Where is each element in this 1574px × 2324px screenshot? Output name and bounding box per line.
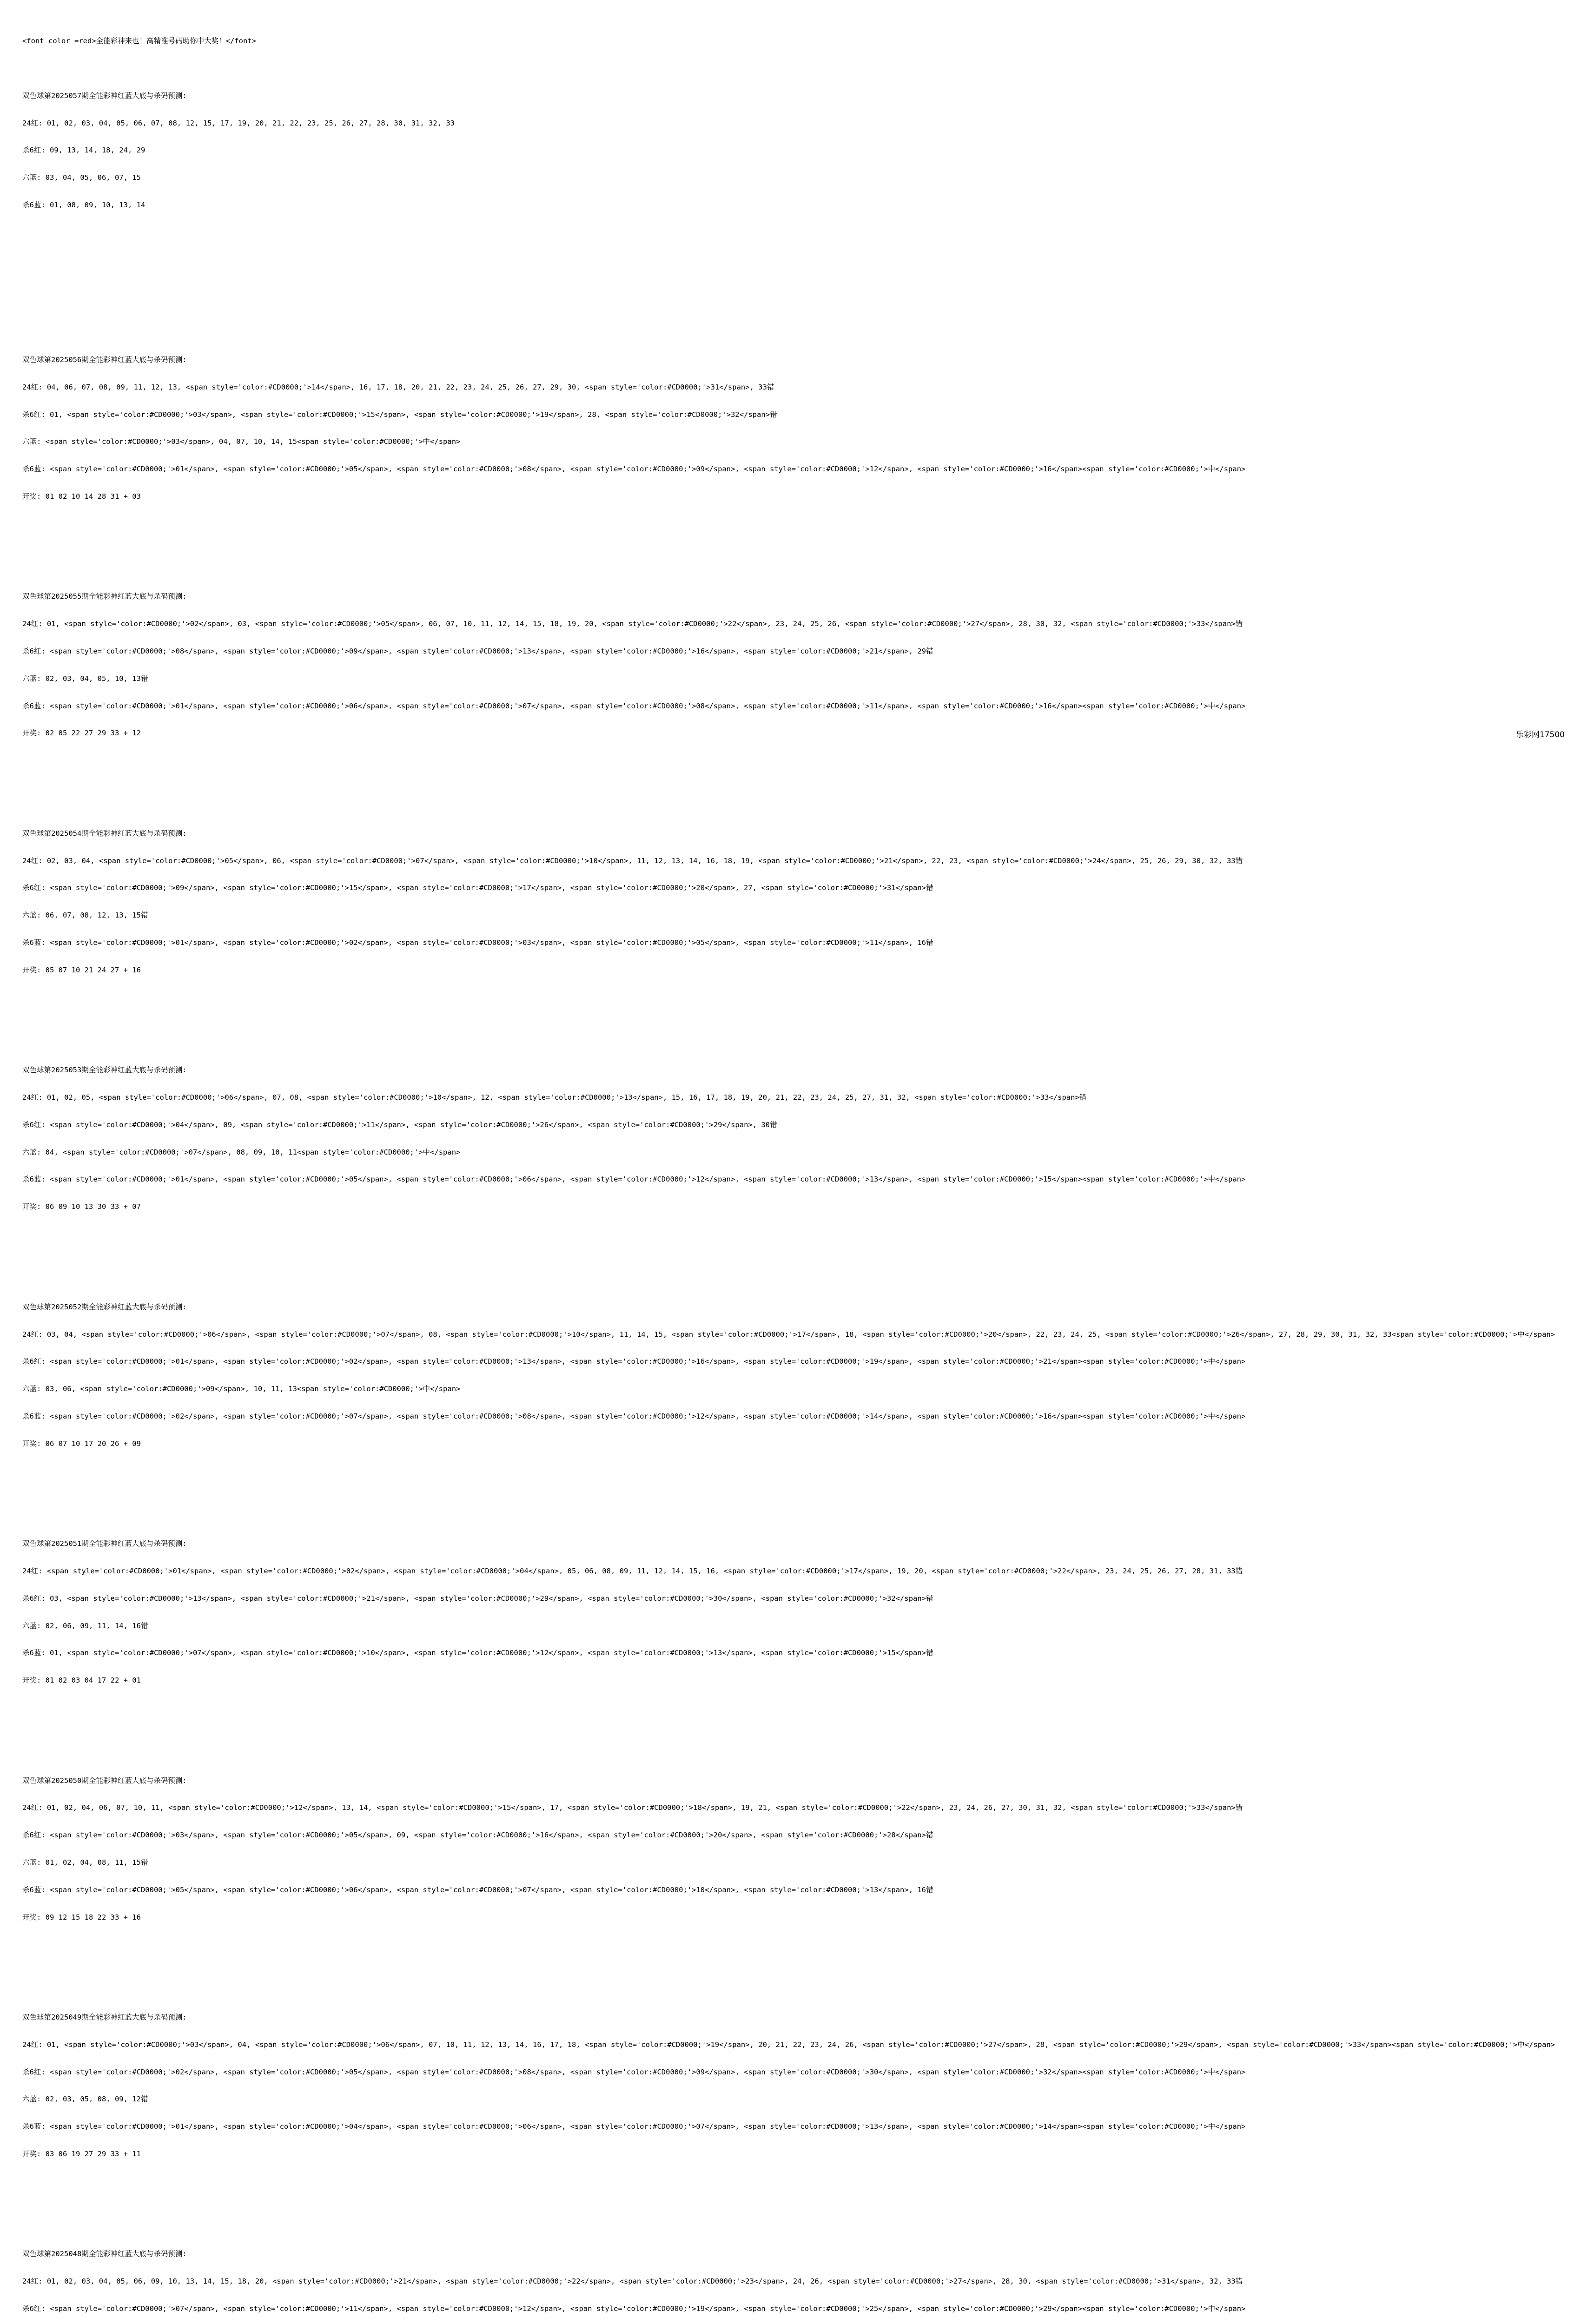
red24-line: 24红: 01, 02, 03, 04, 05, 06, 07, 08, 12, 15, 17, 19, 20, 21, 22, 23, 25, 26, 27, 28, 30, 31, 32, 33 — [22, 119, 455, 127]
kill-blue-line: 杀6蓝: <span style='color:#CD0000;'>02</span>, <span style='color:#CD0000;'>07</span>, <span style='color:#CD0000;'>08</span>, <span style='color:#CD0000;'>12</span>, <span style='color:#CD0000;'>14</span>, <span style='color:#CD0000;'>16</span><span style='color:#CD0000;'>中</span> — [22, 1412, 1246, 1420]
site-watermark: 乐彩网17500 — [1515, 730, 1565, 739]
blue6-line: 六蓝: 06, 07, 08, 12, 13, 15错 — [22, 911, 148, 920]
blank-line — [22, 228, 1566, 238]
blue6-line: 六蓝: 03, 04, 05, 06, 07, 15 — [22, 173, 141, 182]
kill-red-line: 杀6红: 09, 13, 14, 18, 24, 29 — [22, 146, 145, 155]
draw-result-line: 开奖: 06 09 10 13 30 33 + 07 — [22, 1202, 141, 1211]
kill-blue-line: 杀6蓝: <span style='color:#CD0000;'>05</span>, <span style='color:#CD0000;'>06</span>, <span style='color:#CD0000;'>07</span>, <span style='color:#CD0000;'>10</span>, <span style='color:#CD0000;'>13</span>, 16错 — [22, 1885, 933, 1894]
draw-result-line: 开奖: 03 06 19 27 29 33 + 11 — [22, 2149, 141, 2158]
draw-result-line: 开奖: 01 02 03 04 17 22 + 01 — [22, 1676, 141, 1685]
prediction-block-2025048 — [22, 2232, 1566, 2324]
kill-blue-line: 杀6蓝: <span style='color:#CD0000;'>01</span>, <span style='color:#CD0000;'>06</span>, <span style='color:#CD0000;'>07</span>, <span style='color:#CD0000;'>08</span>, <span style='color:#CD0000;'>11</span>, <span style='color:#CD0000;'>16</span><span style='color:#CD0000;'>中</span> — [22, 701, 1246, 710]
red24-line: 24红: 03, 04, <span style='color:#CD0000;'>06</span>, <span style='color:#CD0000;'>07</span>, 08, <span style='color:#CD0000;'>10</span>, 11, 14, 15, <span style='color:#CD0000;'>17</span>, 18, <span style='color:#CD0000;'>20</span>, 22, 23, 24, 25, <span style='color:#CD0000;'>26</span>, 27, 28, 29, 30, 31, 32, 33<span style='color:#CD0000;'>中</span> — [22, 1330, 1555, 1339]
block-title: 双色球第2025057期全能彩神红蓝大底与杀码预测: — [22, 91, 187, 100]
blue6-line: 六蓝: 02, 03, 04, 05, 10, 13错 — [22, 674, 148, 683]
draw-result-line: 开奖: 01 02 10 14 28 31 + 03 — [22, 492, 141, 501]
kill-blue-line: 杀6蓝: 01, <span style='color:#CD0000;'>07</span>, <span style='color:#CD0000;'>10</span>, <span style='color:#CD0000;'>12</span>, <span style='color:#CD0000;'>13</span>, <span style='color:#CD0000;'>15</span>错 — [22, 1649, 933, 1657]
prediction-block-2025054 — [22, 811, 1566, 1021]
kill-blue-line: 杀6蓝: <span style='color:#CD0000;'>01</span>, <span style='color:#CD0000;'>02</span>, <span style='color:#CD0000;'>03</span>, <span style='color:#CD0000;'>05</span>, <span style='color:#CD0000;'>11</span>, 16错 — [22, 938, 933, 947]
blank-line — [22, 1466, 1566, 1476]
blue6-line: 六蓝: 02, 06, 09, 11, 14, 16错 — [22, 1621, 148, 1630]
kill-blue-line: 杀6蓝: <span style='color:#CD0000;'>01</span>, <span style='color:#CD0000;'>05</span>, <span style='color:#CD0000;'>08</span>, <span style='color:#CD0000;'>09</span>, <span style='color:#CD0000;'>12</span>, <span style='color:#CD0000;'>16</span><span style='color:#CD0000;'>中</span> — [22, 465, 1246, 474]
blank-line — [22, 520, 1566, 529]
prediction-block-2025051 — [22, 1521, 1566, 1731]
blue6-line: 六蓝: <span style='color:#CD0000;'>03</span>, 04, 07, 10, 14, 15<span style='color:#CD0000;'>中</span> — [22, 437, 461, 446]
blank-line — [22, 1230, 1566, 1239]
kill-red-line: 杀6红: <span style='color:#CD0000;'>02</span>, <span style='color:#CD0000;'>05</span>, <span style='color:#CD0000;'>08</span>, <span style='color:#CD0000;'>09</span>, <span style='color:#CD0000;'>30</span>, <span style='color:#CD0000;'>32</span><span style='color:#CD0000;'>中</span> — [22, 2067, 1246, 2076]
blank-line — [22, 1940, 1566, 1949]
block-title: 双色球第2025054期全能彩神红蓝大底与杀码预测: — [22, 829, 187, 838]
blue6-line: 六蓝: 03, 06, <span style='color:#CD0000;'>09</span>, 10, 11, 13<span style='color:#CD0000;'>中</span> — [22, 1385, 461, 1393]
prediction-block-2025052 — [22, 1285, 1566, 1494]
prediction-block-2025057 — [22, 73, 1566, 310]
kill-blue-line: 杀6蓝: 01, 08, 09, 10, 13, 14 — [22, 200, 145, 209]
red24-line: 24红: 04, 06, 07, 08, 09, 11, 12, 13, <span style='color:#CD0000;'>14</span>, 16, 17, 18, 20, 21, 22, 23, 24, 25, 26, 27, 29, 30, <span style='color:#CD0000;'>31</span>, 33错 — [22, 383, 774, 391]
draw-result-line: 开奖: 02 05 22 27 29 33 + 12 — [22, 729, 141, 738]
kill-blue-line: 杀6蓝: <span style='color:#CD0000;'>01</span>, <span style='color:#CD0000;'>05</span>, <span style='color:#CD0000;'>06</span>, <span style='color:#CD0000;'>12</span>, <span style='color:#CD0000;'>13</span>, <span style='color:#CD0000;'>15</span><span style='color:#CD0000;'>中</span> — [22, 1175, 1246, 1184]
kill-red-line: 杀6红: 01, <span style='color:#CD0000;'>03</span>, <span style='color:#CD0000;'>15</span>, <span style='color:#CD0000;'>19</span>, 28, <span style='color:#CD0000;'>32</span>错 — [22, 410, 777, 419]
kill-red-line: 杀6红: 03, <span style='color:#CD0000;'>13</span>, <span style='color:#CD0000;'>21</span>, <span style='color:#CD0000;'>29</span>, <span style='color:#CD0000;'>30</span>, <span style='color:#CD0000;'>32</span>错 — [22, 1594, 933, 1603]
kill-red-line: 杀6红: <span style='color:#CD0000;'>08</span>, <span style='color:#CD0000;'>09</span>, <span style='color:#CD0000;'>13</span>, <span style='color:#CD0000;'>16</span>, <span style='color:#CD0000;'>21</span>, 29错 — [22, 647, 933, 655]
prediction-block-2025053 — [22, 1048, 1566, 1257]
block-title: 双色球第2025053期全能彩神红蓝大底与杀码预测: — [22, 1066, 187, 1075]
blank-line — [22, 756, 1566, 766]
draw-result-line: 开奖: 09 12 15 18 22 33 + 16 — [22, 1913, 141, 1921]
blank-line — [22, 1703, 1566, 1713]
red24-line: 24红: 01, 02, 03, 04, 05, 06, 09, 10, 13, 14, 15, 18, 20, <span style='color:#CD0000;'>21</span>, <span style='color:#CD0000;'>22</span>, <span style='color:#CD0000;'>23</span>, 24, 26, <span style='color:#CD0000;'>27</span>, 28, 30, <span style='color:#CD0000;'>31</span>, 32, 33错 — [22, 2277, 1243, 2286]
kill-red-line: 杀6红: <span style='color:#CD0000;'>04</span>, 09, <span style='color:#CD0000;'>11</span>, <span style='color:#CD0000;'>26</span>, <span style='color:#CD0000;'>29</span>, 30错 — [22, 1120, 777, 1129]
kill-red-line: 杀6红: <span style='color:#CD0000;'>03</span>, <span style='color:#CD0000;'>05</span>, 09, <span style='color:#CD0000;'>16</span>, <span style='color:#CD0000;'>20</span>, <span style='color:#CD0000;'>28</span>错 — [22, 1831, 933, 1840]
red24-line: 24红: <span style='color:#CD0000;'>01</span>, <span style='color:#CD0000;'>02</span>, <span style='color:#CD0000;'>04</span>, 05, 06, 08, 09, 11, 12, 14, 15, 16, <span style='color:#CD0000;'>17</span>, 19, 20, <span style='color:#CD0000;'>22</span>, 23, 24, 25, 26, 27, 28, 31, 33错 — [22, 1566, 1243, 1575]
prediction-block-2025050 — [22, 1758, 1566, 1967]
draw-result-line: 开奖: 05 07 10 21 24 27 + 16 — [22, 965, 141, 974]
blue6-line: 六蓝: 04, <span style='color:#CD0000;'>07</span>, 08, 09, 10, 11<span style='color:#CD0000;'>中</span> — [22, 1148, 461, 1156]
draw-result-line: 开奖: 06 07 10 17 20 26 + 09 — [22, 1439, 141, 1448]
kill-red-line: 杀6红: <span style='color:#CD0000;'>07</span>, <span style='color:#CD0000;'>11</span>, <span style='color:#CD0000;'>12</span>, <span style='color:#CD0000;'>19</span>, <span style='color:#CD0000;'>25</span>, <span style='color:#CD0000;'>29</span><span style='color:#CD0000;'>中</span> — [22, 2304, 1246, 2313]
block-title: 双色球第2025051期全能彩神红蓝大底与杀码预测: — [22, 1539, 187, 1548]
block-title: 双色球第2025052期全能彩神红蓝大底与杀码预测: — [22, 1302, 187, 1311]
block-title: 双色球第2025048期全能彩神红蓝大底与杀码预测: — [22, 2250, 187, 2258]
blue6-line: 六蓝: 01, 02, 04, 08, 11, 15错 — [22, 1858, 148, 1867]
red24-line: 24红: 02, 03, 04, <span style='color:#CD0000;'>05</span>, 06, <span style='color:#CD0000;'>07</span>, <span style='color:#CD0000;'>10</span>, 11, 12, 13, 14, 16, 18, 19, <span style='color:#CD0000;'>21</span>, 22, 23, <span style='color:#CD0000;'>24</span>, 25, 26, 29, 30, 32, 33错 — [22, 856, 1243, 865]
red24-line: 24红: 01, <span style='color:#CD0000;'>03</span>, 04, <span style='color:#CD0000;'>06</span>, 07, 10, 11, 12, 13, 14, 16, 17, 18, <span style='color:#CD0000;'>19</span>, 20, 21, 22, 23, 24, 26, <span style='color:#CD0000;'>27</span>, 28, <span style='color:#CD0000;'>29</span>, <span style='color:#CD0000;'>33</span><span style='color:#CD0000;'>中</span> — [22, 2040, 1555, 2049]
kill-red-line: 杀6红: <span style='color:#CD0000;'>09</span>, <span style='color:#CD0000;'>15</span>, <span style='color:#CD0000;'>17</span>, <span style='color:#CD0000;'>20</span>, 27, <span style='color:#CD0000;'>31</span>错 — [22, 884, 933, 892]
block-title: 双色球第2025055期全能彩神红蓝大底与杀码预测: — [22, 592, 187, 601]
header-line: <font color =red>全能彩神来也！高精准号码助你中大奖！</font> — [22, 37, 256, 46]
prediction-block-2025056 — [22, 337, 1566, 547]
raw-text-page — [22, 19, 1566, 2324]
red24-line: 24红: 01, 02, 05, <span style='color:#CD0000;'>06</span>, 07, 08, <span style='color:#CD0000;'>10</span>, 12, <span style='color:#CD0000;'>13</span>, 15, 16, 17, 18, 19, 20, 21, 22, 23, 24, 25, 27, 31, 32, <span style='color:#CD0000;'>33</span>错 — [22, 1093, 1087, 1102]
red24-line: 24红: 01, 02, 04, 06, 07, 10, 11, <span style='color:#CD0000;'>12</span>, 13, 14, <span style='color:#CD0000;'>15</span>, 17, <span style='color:#CD0000;'>18</span>, 19, 21, <span style='color:#CD0000;'>22</span>, 23, 24, 26, 27, 30, 31, 32, <span style='color:#CD0000;'>33</span>错 — [22, 1803, 1243, 1812]
block-title: 双色球第2025056期全能彩神红蓝大底与杀码预测: — [22, 355, 187, 364]
block-title: 双色球第2025049期全能彩神红蓝大底与杀码预测: — [22, 2013, 187, 2022]
red24-line: 24红: 01, <span style='color:#CD0000;'>02</span>, 03, <span style='color:#CD0000;'>05</span>, 06, 07, 10, 11, 12, 14, 15, 18, 19, 20, <span style='color:#CD0000;'>22</span>, 23, 24, 25, 26, <span style='color:#CD0000;'>27</span>, 28, 30, 32, <span style='color:#CD0000;'>33</span>错 — [22, 620, 1243, 628]
prediction-block-2025049 — [22, 1995, 1566, 2205]
blank-line — [22, 283, 1566, 292]
blank-line — [22, 255, 1566, 264]
kill-red-line: 杀6红: <span style='color:#CD0000;'>01</span>, <span style='color:#CD0000;'>02</span>, <span style='color:#CD0000;'>13</span>, <span style='color:#CD0000;'>16</span>, <span style='color:#CD0000;'>19</span>, <span style='color:#CD0000;'>21</span><span style='color:#CD0000;'>中</span> — [22, 1357, 1246, 1366]
blank-line — [22, 993, 1566, 1003]
prediction-block-2025055 — [22, 574, 1566, 784]
block-title: 双色球第2025050期全能彩神红蓝大底与杀码预测: — [22, 1776, 187, 1785]
kill-blue-line: 杀6蓝: <span style='color:#CD0000;'>01</span>, <span style='color:#CD0000;'>04</span>, <span style='color:#CD0000;'>06</span>, <span style='color:#CD0000;'>07</span>, <span style='color:#CD0000;'>13</span>, <span style='color:#CD0000;'>14</span><span style='color:#CD0000;'>中</span> — [22, 2122, 1246, 2131]
blue6-line: 六蓝: 02, 03, 05, 08, 09, 12错 — [22, 2095, 148, 2104]
blank-line — [22, 2177, 1566, 2186]
